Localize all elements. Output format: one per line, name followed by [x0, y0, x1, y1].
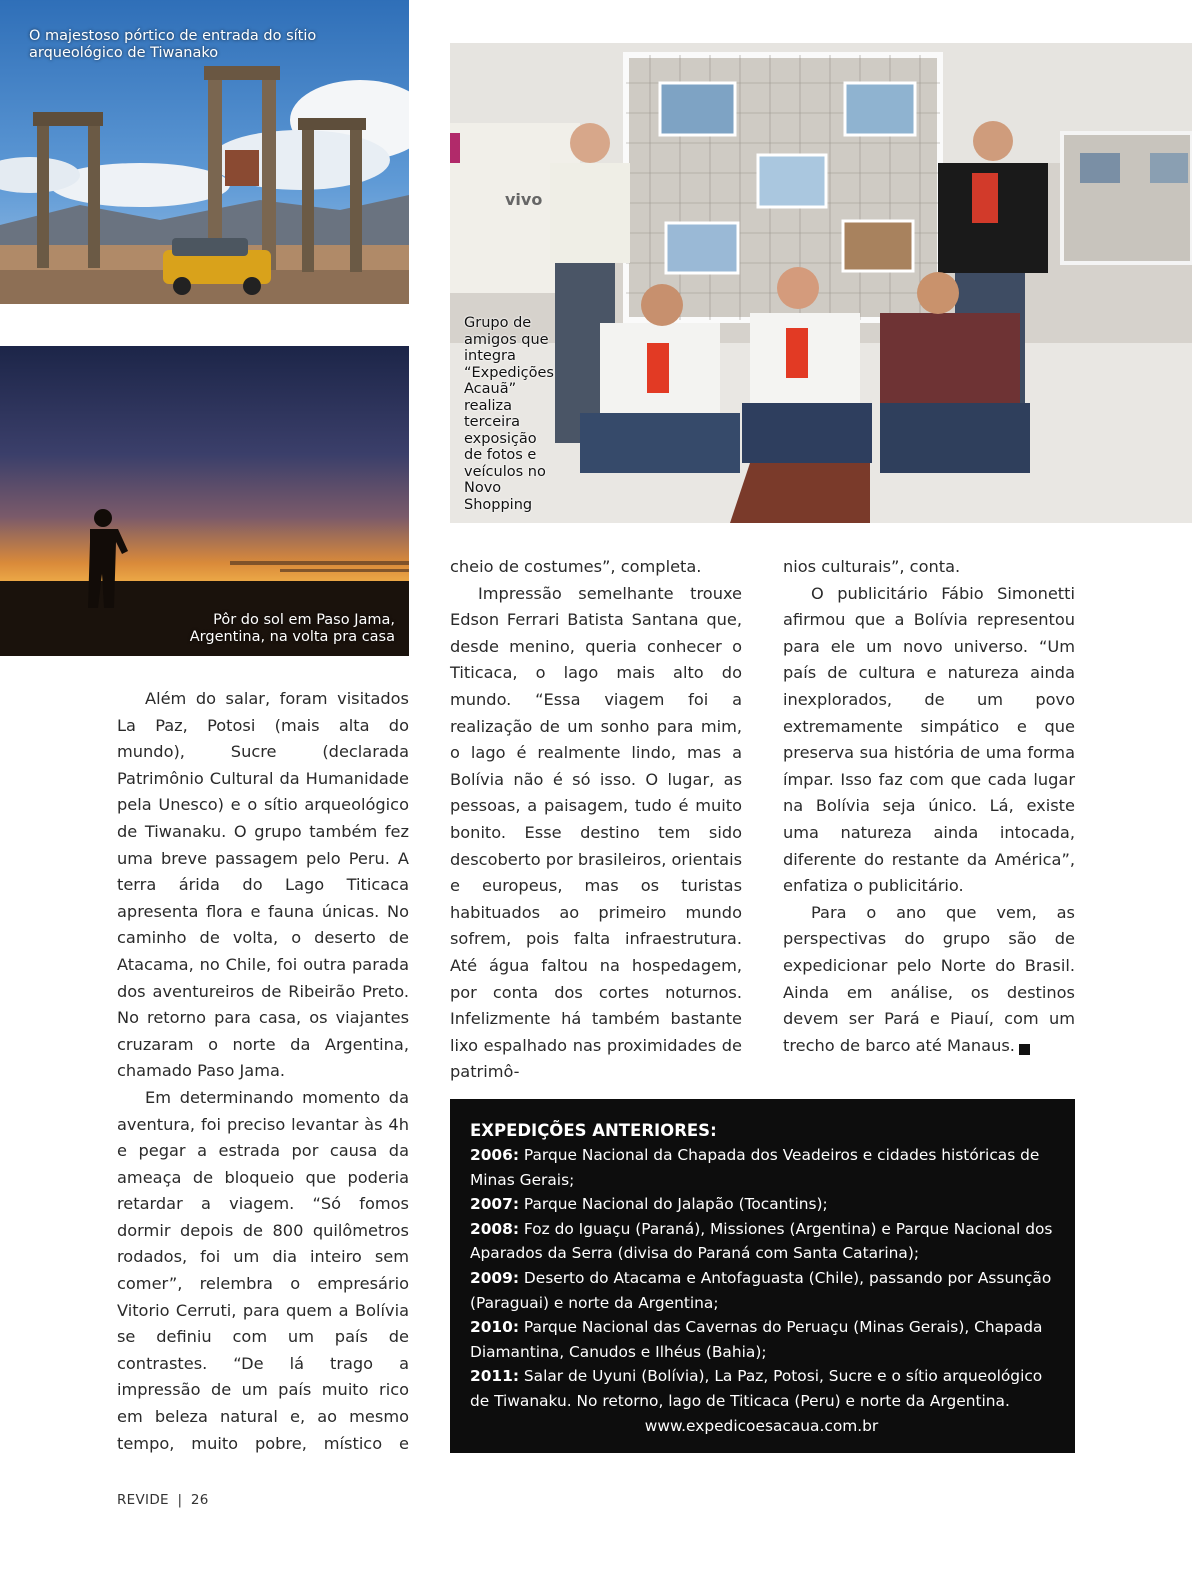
expedition-text: Parque Nacional das Cavernas do Peruaçu (Minas Gerais), Chapada Diamantina, Canudos e Ilhéus (Bahia); [470, 1318, 1043, 1361]
expedition-item [470, 1217, 1053, 1266]
website-link[interactable]: www.expedicoesacaua.com.br [644, 1416, 879, 1435]
article-column-2 [450, 554, 742, 1086]
expedition-text: Parque Nacional do Jalapão (Tocantins); [519, 1195, 828, 1214]
expedition-year: 2006: [470, 1146, 519, 1164]
expedition-item [470, 1192, 1053, 1217]
expedition-text: Deserto do Atacama e Antofaguasta (Chile), passando por Assunção (Paraguai) e norte da Argentina; [470, 1268, 1052, 1312]
col1-paragraph-2: Em determinando momento da aventura, foi preciso levantar às 4h e pegar a estrada por causa da ameaça de bloqueio que poderia retardar a viagem. “Só fomos dormir depois de 800 quilômetros rodados, foi um dia inteiro sem comer”, relembra o empresário Vitorio Cerruti, para quem a Bolívia se definiu com um país de contrastes. “De lá trago a impressão de um país muito rico em beleza natural e, ao mesmo tempo, muito pobre, místico e [117, 1087, 409, 1453]
expedition-item [470, 1143, 1053, 1192]
expedition-text: Parque Nacional da Chapada dos Veadeiros e cidades históricas de Minas Gerais; [470, 1146, 1040, 1189]
sunset-caption: Pôr do sol em Paso Jama, Argentina, na volta pra casa [189, 612, 395, 645]
group-photo [450, 43, 1192, 523]
expedition-year: 2009: [470, 1268, 519, 1287]
expedition-item [470, 1315, 1053, 1364]
tiwanako-photo [0, 0, 409, 304]
col2-paragraph-2: Impressão semelhante trouxe Edson Ferrari Batista Santana que, desde menino, queria conhecer o Titicaca, o lago mais alto do mundo. “Essa viagem foi a realização de um sonho para mim, o lago é realmente lindo, mas a Bolívia não é só isso. O lugar, as pessoas, a paisagem, tudo é muito bonito. Esse destino tem sido descoberto por brasileiros, orientais e europeus, mas os turistas habituados ao primeiro mundo sofrem, pois falta infraestrutura. Até água faltou na hospedagem, por conta dos cortes noturnos. Infelizmente há também bastante lixo espalhado nas proximidades de patrimô- [450, 583, 742, 1082]
col3-paragraph-2: O publicitário Fábio Simonetti afirmou que a Bolívia representou para ele um novo universo. “Um país de cultura e natureza ainda inexplorados, de um povo extremamente simpático e que preserva sua história de uma forma ímpar. Isso faz com que cada lugar na Bolívia seja único. Lá, existe uma natureza ainda intocada, diferente do restante da América”, enfatiza o publicitário. [783, 583, 1075, 896]
col3-paragraph-3-text: Para o ano que vem, as perspectivas do grupo são de expedicionar pelo Norte do Brasil. Ainda em análise, os destinos devem ser Pará e Piauí, com um trecho de barco até Manaus. [783, 902, 1075, 1055]
expedition-year: 2008: [470, 1219, 519, 1238]
box-title: EXPEDIÇÕES ANTERIORES: [470, 1121, 717, 1140]
article-column-3 [783, 554, 1075, 1059]
magazine-name: REVIDE [117, 1492, 169, 1508]
expedition-year: 2010: [470, 1318, 519, 1337]
expedition-text: Salar de Uyuni (Bolívia), La Paz, Potosi, Sucre e o sítio arqueológico de Tiwanaku. No retorno, lago de Titicaca (Peru) e norte da Argentina. [470, 1367, 1043, 1410]
group-caption: Grupo de amigos que integra “Expedições Acauã” realiza terceira exposição de fotos e veículos no Novo Shopping [464, 315, 554, 513]
footer-separator: | [177, 1492, 183, 1508]
tiwanako-caption: O majestoso pórtico de entrada do sítio arqueológico de Tiwanako [29, 28, 317, 61]
expedition-item [470, 1364, 1053, 1413]
article-column-1 [117, 686, 409, 1457]
expedition-item [470, 1266, 1053, 1315]
page-number: 26 [190, 1492, 209, 1508]
col1-paragraph-1: Além do salar, foram visitados La Paz, Potosi (mais alta do mundo), Sucre (declarada Patrimônio Cultural da Humanidade pela Unesco) e o sítio arqueológico de Tiwanaku. O grupo também fez uma breve passagem pelo Peru. A terra árida do Lago Titicaca apresenta flora e fauna únicas. No caminho de volta, o deserto de Atacama, no Chile, foi outra parada dos aventureiros de Ribeirão Preto. No retorno para casa, os viajantes cruzaram o norte da Argentina, chamado Paso Jama. [117, 689, 409, 1081]
col3-paragraph-1: nios culturais”, conta. [783, 557, 961, 576]
vivo-sign: vivo [505, 190, 543, 209]
end-of-article-icon: r [1019, 1044, 1030, 1055]
previous-expeditions-box [450, 1099, 1075, 1453]
sunset-photo [0, 346, 409, 656]
expedition-year: 2007: [470, 1195, 519, 1214]
page-footer [117, 1492, 209, 1508]
col3-paragraph-3 [783, 900, 1075, 1060]
expedition-year: 2011: [470, 1367, 519, 1386]
expedition-text: Foz do Iguaçu (Paraná), Missiones (Argentina) e Parque Nacional dos Aparados da Serra (divisa do Paraná com Santa Catarina); [470, 1219, 1053, 1263]
col2-paragraph-1: cheio de costumes”, completa. [450, 557, 702, 576]
